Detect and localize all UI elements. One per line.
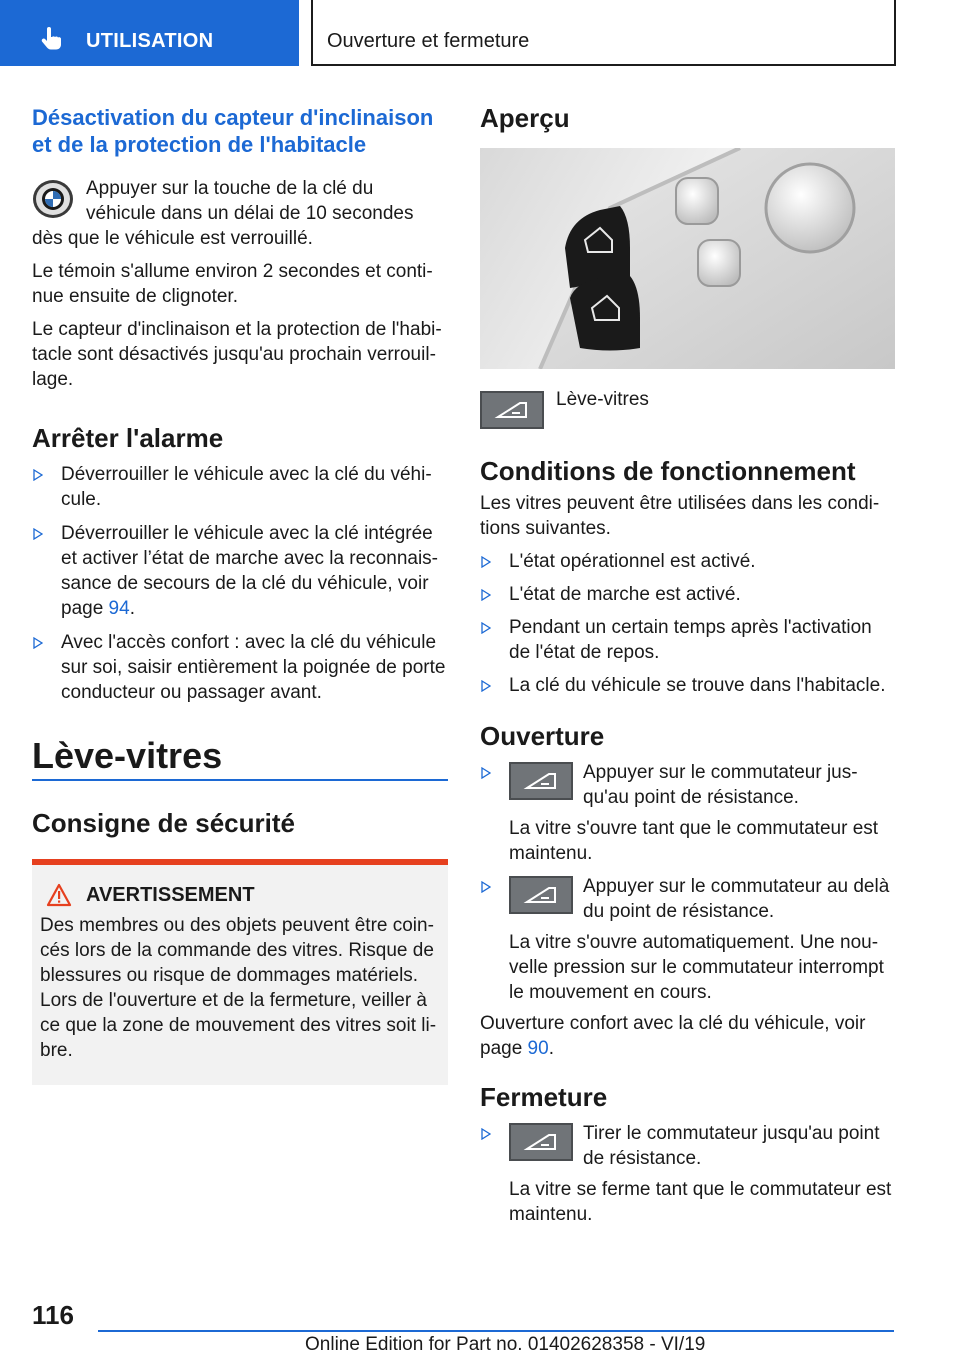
bmw-key-icon <box>32 178 74 220</box>
stop-alarm-heading: Arrêter l'alarme <box>32 423 224 453</box>
deactivation-paragraph-2: Le témoin s'allume environ 2 secondes et conti-nue ensuite de clignoter. <box>32 261 433 307</box>
window-lifts-heading: Lève-vitres <box>32 735 223 776</box>
conditions-bullet-3: Pendant un certain temps après l'activation de l'état de repos. <box>480 615 896 665</box>
stop-alarm-bullet-1: Déverrouiller le véhicule avec la clé du véhi-cule. <box>32 462 448 512</box>
window-switch-icon <box>509 762 573 800</box>
window-switch-icon <box>509 1123 573 1161</box>
opening-bullet-2: Appuyer sur le commutateur au delà du point de résistance. <box>480 874 896 924</box>
switch-caption: Lève-vitres <box>556 389 649 410</box>
deactivation-paragraph-3: Le capteur d'inclinaison et la protection de l'habi-tacle sont désactivés jusqu'au prochain verrouil-lage. <box>32 319 442 390</box>
window-switch-icon <box>480 391 544 429</box>
chapter-tab[interactable] <box>0 0 299 66</box>
conditions-heading: Conditions de fonctionnement <box>480 456 856 486</box>
triangle-bullet-icon <box>481 556 491 568</box>
triangle-bullet-icon <box>481 622 491 634</box>
deactivation-paragraph-1: Appuyer sur la touche de la clé du véhicule dans un délai de 10 secondes dès que le véhicule est verrouillé. <box>32 178 414 249</box>
page-header <box>0 0 960 66</box>
closing-bullet-1-detail: La vitre se ferme tant que le commutateur est maintenu. <box>509 1179 892 1225</box>
closing-bullet-1: Tirer le commutateur jusqu'au point de résistance. <box>480 1121 896 1171</box>
footer-rule <box>98 1330 894 1332</box>
triangle-bullet-icon <box>33 637 43 649</box>
opening-heading: Ouverture <box>480 721 605 751</box>
closing-heading: Fermeture <box>480 1082 608 1112</box>
page-link-90[interactable]: 90 <box>527 1038 549 1059</box>
opening-bullet-2-detail: La vitre s'ouvre automatiquement. Une nou-velle pression sur le commutateur interrompt le mouvement en cours. <box>509 932 884 1003</box>
comfort-opening-paragraph: Ouverture confort avec la clé du véhicule, voir page 90. <box>480 1013 866 1059</box>
edition-text: Online Edition for Part no. 01402628358 - VI/19 <box>305 1334 706 1355</box>
triangle-bullet-icon <box>481 589 491 601</box>
section-tab[interactable] <box>311 0 896 66</box>
triangle-bullet-icon <box>33 528 43 540</box>
triangle-bullet-icon <box>33 469 43 481</box>
chapter-tab-label: UTILISATION <box>86 30 214 52</box>
conditions-bullet-2: L'état de marche est activé. <box>480 582 896 607</box>
warning-title: AVERTISSEMENT <box>40 883 440 907</box>
page-number: 116 <box>32 1300 74 1330</box>
opening-bullet-1-detail: La vitre s'ouvre tant que le commutateur est maintenu. <box>509 818 879 864</box>
section-tab-label: Ouverture et fermeture <box>327 30 530 52</box>
stop-alarm-bullet-3: Avec l'accès confort : avec la clé du véhicule sur soi, saisir entièrement la poignée de porte conducteur ou passager avant. <box>32 630 448 705</box>
page-link-94[interactable]: 94 <box>108 598 130 619</box>
warning-triangle-icon <box>46 883 72 907</box>
conditions-bullet-1: L'état opérationnel est activé. <box>480 549 896 574</box>
triangle-bullet-icon <box>481 680 491 692</box>
hand-pointer-icon <box>38 26 64 52</box>
switch-legend-row <box>480 391 896 429</box>
triangle-bullet-icon <box>481 881 491 893</box>
warning-box <box>32 859 448 1085</box>
opening-bullet-1: Appuyer sur le commutateur jus-qu'au point de résistance. <box>480 760 896 810</box>
window-switch-icon <box>509 876 573 914</box>
conditions-intro: Les vitres peuvent être utilisées dans les condi-tions suivantes. <box>480 493 880 539</box>
warning-text: Des membres ou des objets peuvent être coin-cés lors de la commande des vitres. Risque de blessures ou risque de dommages matériels. Lors de l'ouverture et de la fermeture, veiller à ce que la zone de mouvement des vitres soit li-bre. <box>40 915 437 1061</box>
triangle-bullet-icon <box>481 1128 491 1140</box>
left-column <box>32 100 448 1085</box>
window-switch-photo <box>480 148 895 369</box>
conditions-bullet-4: La clé du véhicule se trouve dans l'habitacle. <box>480 673 896 698</box>
deactivation-heading: Désactivation du capteur d'inclinaison et de la protection de l'habitacle <box>32 105 434 157</box>
overview-heading: Aperçu <box>480 103 570 133</box>
heading-rule <box>32 779 448 781</box>
window-switch-illustration <box>480 148 895 369</box>
triangle-bullet-icon <box>481 767 491 779</box>
right-column <box>480 100 896 1227</box>
stop-alarm-bullet-2: Déverrouiller le véhicule avec la clé intégrée et activer l’état de marche avec la reconnais-sance de secours de la clé du véhicule, voir page 94. <box>32 521 448 621</box>
safety-heading: Consigne de sécurité <box>32 808 295 838</box>
